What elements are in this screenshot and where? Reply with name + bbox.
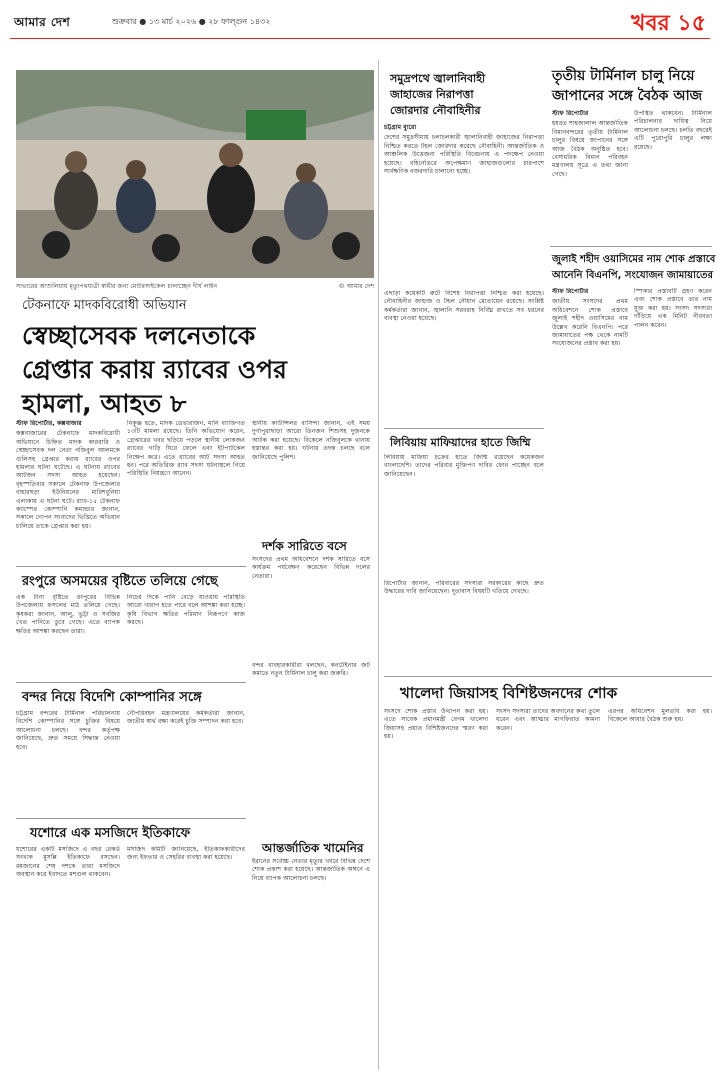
lead-headline-line-3: হামলা, আহত ৮ [22,389,187,418]
navy-text-1: দেশের সমুদ্রসীমায় চলাচলকারী জ্বালানিবাহী জাহাজের নিরাপত্তা নিশ্চিত করতে টহল জোরদার করেছে নৌবাহিনী। আন্তর্জাতিক ও আঞ্চলিক উত্তেজনা পরিস্থিতি বিবেচনায় এ পদক্ষেপ নেওয়া হয়েছে। বহির্নোঙরে অপেক্ষমাণ জাহাজগুলোর চারপাশে সার্বক্ষণিক নজরদারি চালানো হচ্ছে। [384,134,544,176]
martyr-column-1 [552,288,628,578]
port-column-3 [252,662,370,832]
khaleda-column-2 [496,708,600,1068]
jessore-headline: যশোরে এক মসজিদে ইতিকাফে [30,826,191,841]
lead-byline: স্টাফ রিপোর্টার, কক্সবাজার [16,420,82,427]
rule-jessore [16,818,246,819]
terminal-text-1: হযরত শাহজালাল আন্তর্জাতিক বিমানবন্দরের তৃতীয় টার্মিনাল চালুর বিষয়ে জাপানের সঙ্গে আজ বৈঠক অনুষ্ঠিত হবে। বেসামরিক বিমান পরিবহন মন্ত্রণালয় সূত্রে এ তথ্য জানা গেছে। [552,120,628,178]
jessore-column-2 [127,846,245,1068]
port-text-1: চট্টগ্রাম বন্দরের টার্মিনাল পরিচালনায় বিদেশি কোম্পানির সঙ্গে চুক্তির বিষয়ে আলোচনা চলছে। বন্দর কর্তৃপক্ষ জানিয়েছে, দ্রুত সময়ে সিদ্ধান্ত নেওয়া হবে। [16,710,120,751]
martyr-byline: স্টাফ রিপোর্টার [552,288,589,295]
khaleda-column-3 [608,708,712,1068]
rain-column-2 [127,594,245,676]
port-column-1 [16,710,120,810]
martyr-headline-line-1: জুলাই শহীদ ওয়াসিমের নাম শোক প্রস্তাবে [552,254,716,265]
libya-column-2 [384,580,544,670]
lead-column-3 [252,420,370,516]
ruling-text: ইরানের সর্বোচ্চ নেতার মৃত্যুর খবরে বিভিন্ন দেশে শোক প্রকাশ করা হয়েছে। আন্তর্জাতিক অঙ্গনে এ নিয়ে ব্যাপক আলোচনা চলছে। [252,858,370,882]
paper-logo [14,14,70,34]
navy-text-2: এছাড়া কয়েকটি রুটে বিশেষ নিরাপত্তা নিশ্চিত করা হয়েছে। নৌবাহিনীর জাহাজ ও টহল নৌযান মোতায়েন রয়েছে। সংশ্লিষ্ট কর্মকর্তারা জানান, জ্বালানি সরবরাহ নির্বিঘ্ন রাখতে সব ধরনের ব্যবস্থা নেওয়া হয়েছে। [384,290,544,323]
khaleda-text-1: সংসদে শোক প্রস্তাব উত্থাপন করা হয়। এতে সাবেক প্রধানমন্ত্রী বেগম খালেদা জিয়াসহ প্রয়াত বিশিষ্টজনদের স্মরণ করা হয়। [384,708,488,741]
lead-column-2 [127,420,245,562]
navy-column-1 [384,124,544,284]
terminal-headline-line-2: জাপানের সঙ্গে বৈঠক আজ [552,88,703,104]
port-text-3: বন্দর ব্যবহারকারীরা বলছেন, কনটেইনার জট কমাতে নতুন টার্মিনাল চালু করা জরুরি। [252,662,370,678]
ruling-column [252,858,370,1068]
lead-text-2: নিকুঞ্জ হতে, মাদক ডেভারাজন, মানি ব্যাক্তিগত ১৩টি মামলা রয়েছে। তিনি অভিযোগ করেন, গ্রেপ্তারের খবর ছড়িয়ে পড়লে স্থানীয় লোকজন র‍্যাবের গাড়ি ঘিরে ফেলে এবং ইটপাটকেল নিক্ষেপ করে। এতে র‍্যাবের আট সদস্য আহত হন। পরে অতিরিক্ত র‍্যাব সদস্য ঘটনাস্থলে গিয়ে পরিস্থিতি নিয়ন্ত্রণে আনেন। [127,420,245,478]
navy-column-2 [384,290,544,420]
rule-martyr [550,246,712,247]
libya-headline: লিবিয়ায় মাফিয়াদের হাতে জিম্মি [390,436,531,449]
khaleda-text-2: সংসদ সদস্যরা তাদের অবদানের কথা তুলে ধরেন এবং আত্মার মাগফিরাত কামনা করেন। [496,708,600,732]
photo-credit: © আমার দেশ [338,283,374,290]
lead-text-1: কক্সবাজারের টেকনাফে মাদকবিরোধী অভিযানে চিহ্নিত মাদক কারবারি ও স্বেচ্ছাসেবক দল নেতা নজিবুল আলমকে গুলিসহ গ্রেপ্তার করায় র‍্যাবের ওপর হামলার ঘটনা ঘটেছে। এ ঘটনায় র‍্যাবের আটজন সদস্য আহত হয়েছেন। বৃহস্পতিবার সকালে টেকনাফ উপজেলার বাহারছড়া ইউনিয়নের মারিশবুনিয়া এলাকায় এ ঘটনা ঘটে। র‍্যাব-১৫ টেকনাফ ক্যাম্পের কোম্পানি কমান্ডার জানান, সকালে গোপন সংবাদের ভিত্তিতে অভিযান চালিয়ে তাকে গ্রেপ্তার করা হয়। [16,430,120,530]
rain-text-1: এক টানা বৃষ্টিতে রংপুরের বিভিন্ন উপজেলায় ফসলের মাঠ তলিয়ে গেছে। কৃষকরা জানান, আলু, ভুট্টা ও সবজির খেত পানিতে ডুবে গেছে। এতে ব্যাপক ক্ষতির আশঙ্কা করছেন তারা। [16,594,120,635]
lead-photo [16,70,374,278]
photo-illustration [16,70,374,278]
lead-column-1 [16,420,120,562]
jessore-text-1: যশোরের একটি মসজিদে এ বছর রেকর্ড সংখ্যক মুসল্লি ইতিকাফে বসছেন। রমজানের শেষ দশকে তারা মসজিদে অবস্থান করে ইবাদতে মশগুল থাকবেন। [16,846,120,879]
libya-text-1: লিবিয়ায় মাফিয়া চক্রের হাতে জিম্মি রয়েছেন কয়েকজন বাংলাদেশি। তাদের পরিবার মুক্তিপণ দাবির ফোন পাচ্ছেন বলে জানিয়েছেন। [384,454,544,478]
navy-headline-line-3: জোরদার নৌবাহিনীর [390,104,481,117]
fishing-column [252,556,370,656]
navy-headline-line-2: জাহাজের নিরাপত্তা [390,88,474,101]
terminal-byline: স্টাফ রিপোর্টার [552,110,589,117]
jessore-column-1 [16,846,120,1068]
libya-column-1 [384,454,544,574]
issue-date: শুক্রবার ● ১৩ মার্চ ২০২৬ ● ২৮ ফাল্গুন ১৪৩২ [112,17,271,26]
lead-text-3: স্থানীয় কাউন্সিলর বাসিন্দা জানান, এই সময় দুর্গাপুরাছাড়া আরো তিনজন শিশুসহ দুজনকে আটক করা হয়েছে। বিকেলে নজিবুলকে থানায় হস্তান্তর করা হয়। ঘটনার তদন্ত চলছে বলে জানিয়েছে পুলিশ। [252,420,370,461]
khaleda-headline: খালেদা জিয়াসহ বিশিষ্টজনদের শোক [400,684,618,702]
lead-headline-line-1: স্বেচ্ছাসেবক দলনেতাকে [22,321,256,350]
jessore-text-2: মসজিদ কমিটি জানিয়েছে, ইতিকাফকারীদের জন্য ইফতার ও সেহরির ব্যবস্থা করা হয়েছে। [127,846,245,862]
lead-headline-line-2: গ্রেপ্তার করায় র‍্যাবের ওপর [22,355,287,384]
khaleda-column-1 [384,708,488,1068]
section-title: খবর ১৫ [630,11,706,36]
port-headline: বন্দর নিয়ে বিদেশি কোম্পানির সঙ্গে [22,690,202,705]
martyr-text-1: জাতীয় সংসদের প্রথম অধিবেশনে শোক প্রস্তাবে জুলাই শহীদ ওয়াসিমের নাম উল্লেখ করেনি বিএনপি। পরে জামায়াতের পক্ষ থেকে নামটি সংযোজনের প্রস্তাব করা হয়। [552,298,628,348]
navy-byline: চট্টগ্রাম ব্যুরো [384,124,417,131]
rule-port [16,682,246,683]
terminal-headline-line-1: তৃতীয় টার্মিনাল চালু নিয়ে [552,68,695,84]
martyr-headline-line-2: আনেনি বিএনপি, সংযোজন জামায়াতের [552,270,713,281]
ruling-headline: আন্তর্জাতিক খামেনির [262,841,364,855]
port-column-2 [127,710,245,810]
rain-column-1 [16,594,120,676]
lead-kicker: টেকনাফে মাদকবিরোধী অভিযান [22,298,187,313]
photo-caption [16,281,374,292]
fishing-text: সংসদের প্রথম অধিবেশনে দর্শক সারিতে বসে কার্যক্রম পর্যবেক্ষণ করেছেন বিভিন্ন দলের নেতারা। [252,556,370,580]
column-divider [378,60,379,1070]
martyr-column-2 [634,288,712,578]
terminal-column-2 [634,110,712,240]
rain-text-2: নিচের দিকে পানি বেড়ে যাওয়ায় পরিস্থিতি আরো খারাপ হতে পারে বলে আশঙ্কা করা হচ্ছে। কৃষি বিভাগ ক্ষতির পরিমাণ নিরূপণে কাজ করছে। [127,594,245,627]
caption-text: সাভারের আশুলিয়ায় মৃত্যুপথযাত্রী স্বামীর জন্য মোটরসাইকেল চালাচ্ছেন দীর্ঘ লাইন [16,283,218,290]
masthead-rule [10,38,710,39]
martyr-text-2: স্পিকার প্রস্তাবটি গ্রহণ করেন এবং শোক প্রস্তাবে তার নাম যুক্ত করা হয়। সংসদ সদস্যরা দাঁড়িয়ে এক মিনিট নীরবতা পালন করেন। [634,288,712,329]
terminal-text-2: উপস্থিত থাকবেন। টার্মিনাল পরিচালনার দায়িত্ব নিয়ে আলোচনা চলছে। চলতি বছরেই এটি পুরোপুরি চালুর লক্ষ্য রয়েছে। [634,110,712,151]
paper-name: আমার দেশ [14,15,71,29]
rule-libya [384,428,544,429]
khaleda-text-3: এরপর অধিবেশন মুলতবি করা হয়। বিকেলে আবার বৈঠক শুরু হয়। [608,708,712,724]
masthead [0,0,720,52]
rain-headline: রংপুরে অসময়ের বৃষ্টিতে তলিয়ে গেছে [22,574,218,589]
rule-rain [16,566,246,567]
navy-headline-line-1: সমুদ্রপথে জ্বালানিবাহী [390,72,486,85]
terminal-column-1 [552,110,628,240]
rule-khaleda [384,676,712,677]
libya-text-2: রিপোর্টার জানান, পরিবারের সদস্যরা সরকারের কাছে দ্রুত উদ্ধারের দাবি জানিয়েছেন। দূতাবাস বিষয়টি খতিয়ে দেখছে। [384,580,544,596]
port-text-2: নৌপরিবহন মন্ত্রণালয়ের কর্মকর্তারা জানান, জাতীয় স্বার্থ রক্ষা করেই চুক্তি সম্পাদন করা হবে। [127,710,245,726]
fishing-headline: দর্শক সারিতে বসে [262,539,347,553]
